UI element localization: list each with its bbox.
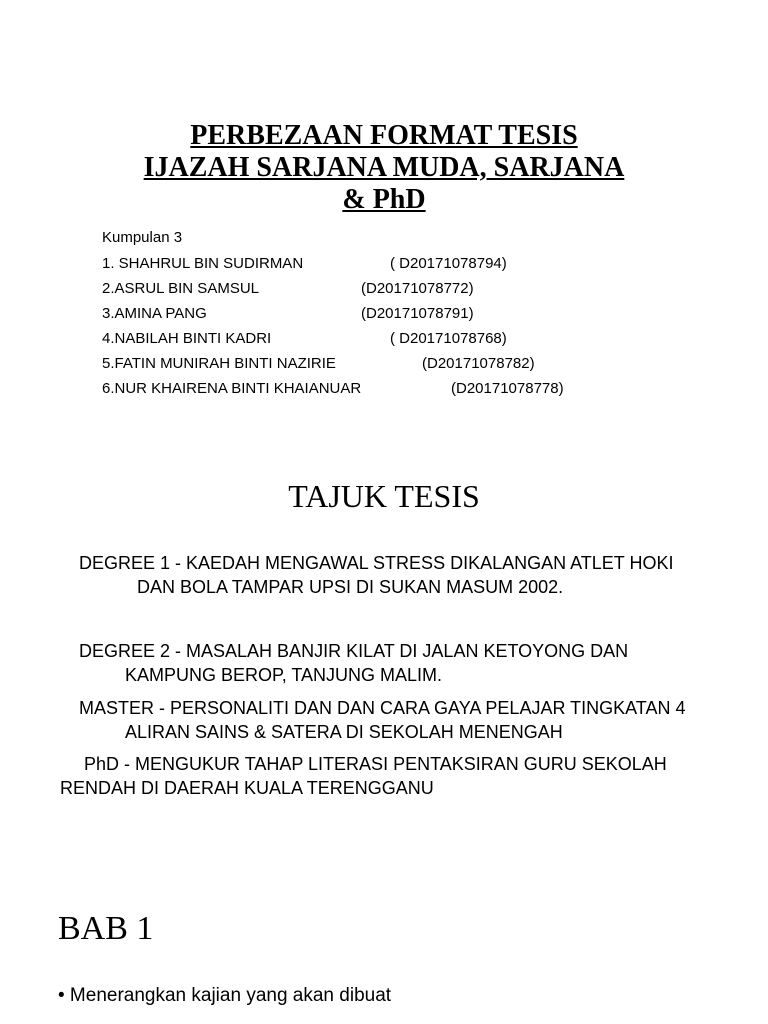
- slide-thesis-titles: [0, 460, 768, 1024]
- thesis-line-2: RENDAH DI DAERAH KUALA TERENGGANU: [60, 778, 434, 798]
- thesis-line-1: DEGREE 1 - KAEDAH MENGAWAL STRESS DIKALANGAN ATLET HOKI: [79, 553, 674, 573]
- thesis-item: [79, 639, 628, 687]
- member-name: 6.NUR KHAIRENA BINTI KHAIANUAR: [102, 380, 362, 397]
- title-line-3: & PhD: [342, 184, 426, 215]
- chapter-heading: BAB 1: [58, 910, 154, 947]
- member-id: (D20171078778): [451, 380, 564, 397]
- thesis-line-2: KAMPUNG BEROP, TANJUNG MALIM.: [125, 665, 443, 685]
- thesis-item: [79, 551, 673, 599]
- thesis-line-1: PhD - MENGUKUR TAHAP LITERASI PENTAKSIRAN GURU SEKOLAH: [84, 754, 667, 774]
- group-label: Kumpulan 3: [102, 229, 183, 246]
- title-line-1: PERBEZAAN FORMAT TESIS: [190, 120, 578, 151]
- member-name: 2.ASRUL BIN SAMSUL: [102, 280, 259, 297]
- member-id: ( D20171078794): [390, 255, 507, 272]
- member-id: (D20171078772): [361, 280, 474, 297]
- member-name: 4.NABILAH BINTI KADRI: [102, 330, 272, 347]
- document-title: [0, 120, 768, 216]
- member-id: (D20171078791): [361, 305, 474, 322]
- member-id: (D20171078782): [422, 355, 535, 372]
- thesis-item: [60, 752, 667, 800]
- thesis-line-1: DEGREE 2 - MASALAH BANJIR KILAT DI JALAN KETOYONG DAN: [79, 641, 629, 661]
- thesis-line-2: DAN BOLA TAMPAR UPSI DI SUKAN MASUM 2002.: [137, 577, 564, 597]
- member-name: 1. SHAHRUL BIN SUDIRMAN: [102, 255, 304, 272]
- thesis-item: [79, 696, 685, 744]
- member-name: 3.AMINA PANG: [102, 305, 207, 322]
- bullet-item: • Menerangkan kajian yang akan dibuat: [58, 985, 392, 1006]
- title-line-2: IJAZAH SARJANA MUDA, SARJANA: [143, 152, 625, 183]
- thesis-line-1: MASTER - PERSONALITI DAN DAN CARA GAYA PELAJAR TINGKATAN 4: [79, 698, 686, 718]
- member-name: 5.FATIN MUNIRAH BINTI NAZIRIE: [102, 355, 336, 372]
- member-id: ( D20171078768): [390, 330, 507, 347]
- section-heading: TAJUK TESIS: [288, 478, 480, 514]
- thesis-line-2: ALIRAN SAINS & SATERA DI SEKOLAH MENENGAH: [125, 722, 563, 742]
